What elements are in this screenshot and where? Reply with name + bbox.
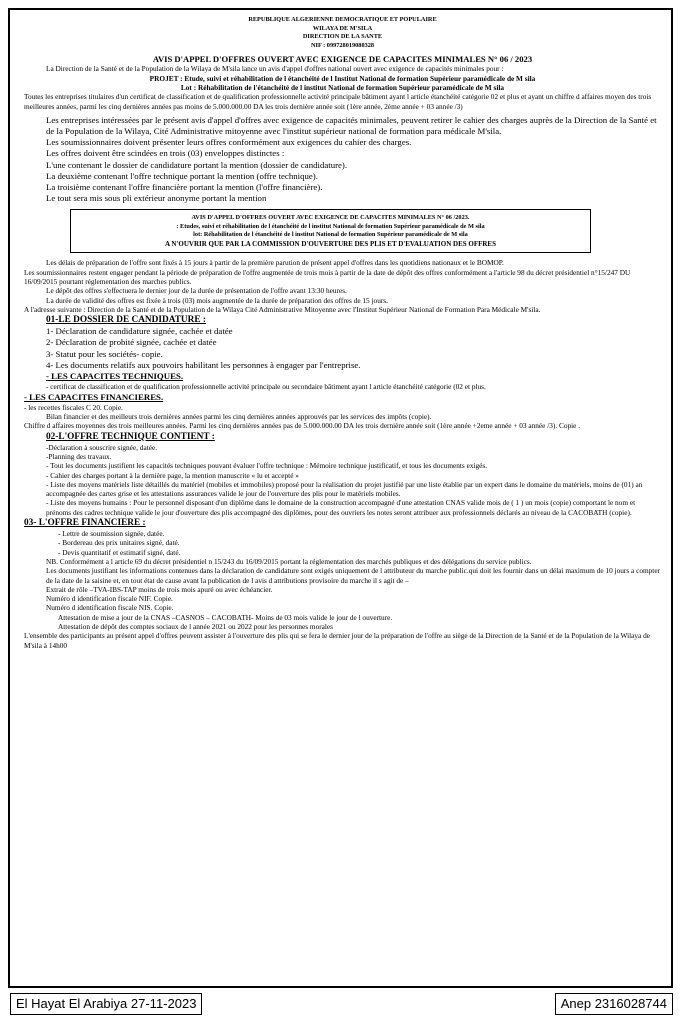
financiere-heading: 03- L'OFFRE FINANCIERE : <box>24 518 146 529</box>
engagement-paragraph: Les soumissionnaires restent engager pendant la période de préparation de l'offre augmentée de trois mois à partir de la date de dépôt des offres conformément a l'article 98 du décret présidentiel n°15/247 DU 16/09/2015 pourtant réglementation des marches publics. <box>24 267 631 287</box>
financiere-item: - Lettre de soumission signée, datée. <box>58 529 165 539</box>
lot-line: Lot : Réhabilitation de l'étanchéité de l institut National de formation Supérieur paramédicale de M sila <box>180 82 505 92</box>
extrait-role-line: Extrait de rôle –TVA-IBS-TAP moins de trois mois apuré ou avec échéancier. <box>46 584 273 594</box>
intro-paragraph: La Direction de la Santé et de la Population de la Wilaya de M'sila lance un avis d'appel d'offres national ouvert avec exigence de capacités minimales pour : <box>46 64 504 74</box>
anep-reference-label: Anep 2316028744 <box>555 993 673 1015</box>
technique-item: - Liste des moyens humains : Pour le personnel disposant d'un diplôme dans le domaine de la construction accompagné d'une attestation CNAS valide mois de ( 1 ) un mois (copie) comportant le nom et prénoms des cadres technique valide le jour d'ouverture des plis accompagné des diplômes, pour des ouvriers les notes seront attribuer aux professionnels déclarés au niveau de la CACOBATH (copie). <box>46 498 636 517</box>
technique-item: - Cahier des charges portant à la dernière page, la mention manuscrite « lu et accepté » <box>46 470 299 480</box>
nis-line: Numéro d identification fiscale NIS. Copie. <box>46 603 174 613</box>
technique-item: - Tout les documents justifient les capacités techniques pouvant évaluer l'offre technique : Mémoire technique justificatif, et tous les documents exigés. <box>46 461 488 471</box>
closing-paragraph: L'ensemble des participants au présent appel d'offres peuvent assister à l'ouverture des plis qui se fera le dernier jour de la préparation de l'offre au siège de la Direction de la Santé et de la Population de la Wilaya de M'sila à 14h00 <box>24 631 650 650</box>
dossier-item: 2- Déclaration de probité signée, cachée et datée <box>46 337 217 348</box>
newspaper-date-label: El Hayat El Arabiya 27-11-2023 <box>10 993 202 1015</box>
technique-item: -Planning des travaux. <box>46 451 112 461</box>
notice-title: AVIS D'APPEL D'OFFRES OUVERT AVEC EXIGENCE DE CAPACITES MINIMALES N° 06 / 2023 <box>152 54 533 65</box>
envelope-candidature: L'une contenant le dossier de candidature portant la mention (dossier de candidature). <box>46 159 348 170</box>
capacites-techniques-heading: - LES CAPACITES TECHNIQUES. <box>46 371 184 382</box>
box-title: AVIS D'APPEL D'OFFRES OUVERT AVEC EXIGENCE DE CAPACITES MINIMALES N° 06 /2023. <box>191 214 470 222</box>
header-republic: REPUBLIQUE ALGERIENNE DEMOCRATIQUE ET POPULAIRE <box>248 16 437 23</box>
eligibility-paragraph: Toutes les entreprises titulaires d'un certificat de classification et de qualification professionnelle activité principale bâtiment ayant l article étanchéité catégorie 02 et plus et ayant un chiffre d affaires moyen des trois meilleures années, parmi les cinq dernières années pas moins de 5.000.000.00 DA les trois dernière année soit (1ère année, 2ème année + 03 année /3) <box>24 92 652 111</box>
financiere-item: - Devis quantitatif et estimatif signé, daté. <box>58 547 181 557</box>
validity-line: La durée de validité des offres est fixée à trois (03) mois augmentée de la durée de préparation des offres de 15 jours. <box>46 295 388 305</box>
dossier-heading: 01-LE DOSSIER DE CANDIDATURE : <box>46 315 206 326</box>
documents-paragraph: Les documents justifiant les informations contenues dans la déclaration de candidature sont exigés uniquement de l attributeur du marche public.qui doit les fournir dans un délai maximum de 10 jours a compter de la date de la saisine et, en tout état de cause avant la publication de l avis d attributions provisoire du marche il s agit de – <box>46 566 660 585</box>
box-warning: A N'OUVRIR QUE PAR LA COMMISSION D'OUVERTURE DES PLIS ET D'EVALUATION DES OFFRES <box>164 239 496 248</box>
deposit-line: Le dépôt des offres s'effectuera le dernier jour de la durée de présentation de l'offre avant 13:30 heures. <box>46 286 347 296</box>
envelope-financiere: La troisième contenant l'offre financière portant la mention (l'offre financière). <box>46 182 323 193</box>
financial-item: Bilan financier et des meilleurs trois dernières années parmi les cinq dernières années approuvés par les services des impôts (copie). <box>46 412 432 422</box>
header-nif: NIF : 099728019080328 <box>310 41 375 49</box>
dossier-item: 4- Les documents relatifs aux pouvoirs habilitant les personnes à engager par l'entreprise. <box>46 359 361 370</box>
delay-paragraph: Les délais de préparation de l'offre sont fixés à 15 jours à partir de la première parution de présent appel d'offres dans les quotidiens nationaux et le BOMOP. <box>46 258 504 268</box>
financial-item: - les recettes fiscales C 20. Copie. <box>24 402 123 412</box>
dossier-item: 3- Statut pour les sociétés- copie. <box>46 348 163 359</box>
cnas-line: Attestation de mise a jour de la CNAS –CASNOS – CACOBATH- Moins de 03 mois valide le jour de l ouverture. <box>58 612 393 622</box>
outer-envelope-line: Le tout sera mis sous pli extérieur anonyme portant la mention <box>46 193 267 204</box>
header-block <box>24 16 661 50</box>
box-lot: lot: Réhabilitation de l étanchéité de l institut National de formation Supérieur paramédicale de M sila <box>193 231 468 239</box>
header-direction: DIRECTION DE LA SANTE <box>302 33 383 41</box>
envelopes-line: Les offres doivent être scindées en trois (03) enveloppes distinctes : <box>46 148 285 159</box>
capacites-techniques-item: - certificat de classification et de qualification professionnelle activité principale ou secondaire bâtiment ayant l article étanchéité catégorie (02 et plus. <box>46 382 486 392</box>
header-wilaya: WILAYA DE M'SILA <box>312 24 373 32</box>
comptes-sociaux-line: Attestation de dépôt des comptes sociaux de l année 2021 ou 2022 pour les personnes morales <box>58 622 333 632</box>
nb-paragraph: NB. Conformément a l article 69 du décret présidentiel n 15/243 du 16/09/2015 portant la réglementation des marchés publiques et des délégations du service publics. <box>46 556 532 566</box>
projet-line: PROJET : Etude, suivi et réhabilitation de l étanchéité de l Institut National de formation Supérieur paramédicale de M sila <box>149 73 536 83</box>
nif-line: Numéro d identification fiscale NIF. Copie. <box>46 594 173 604</box>
dossier-item: 1- Déclaration de candidature signée, cachée et datée <box>46 326 233 337</box>
notice-frame <box>8 8 673 988</box>
financiere-item: - Bordereau des prix unitaires signé, daté. <box>58 538 180 548</box>
box-project: : Etudes, suivi et réhabilitation de l étanchéité de l institut National de formation Supérieur paramédicale de M sila <box>176 222 485 230</box>
financial-item: Chiffre d affaires moyennes des trois meilleures années. Parmi les cinq dernières années pas de 5.000.000.00 DA les trois dernière année soit (1ère année +2eme année + 03 année /3). Copie . <box>24 421 581 431</box>
technique-heading: 02-L'OFFRE TECHNIQUE CONTIENT : <box>46 431 215 442</box>
address-paragraph: A l'adresse suivante : Direction de la Santé et de la Population de la Wilaya Cité Administrative Mitoyenne avec l'Institut Supérieur National de Formation Para Médicale M'sila. <box>24 304 541 314</box>
retrieve-paragraph: Les entreprises intéressées par le présent avis d'appel d'offres avec exigence de capacités minimales, peuvent retirer le cahier des charges auprès de la Direction de la Santé et de la Population de la Wilaya, Cité Administrative mitoyenne avec l'institut supérieur national de formation para médicale M'sila. <box>46 114 657 137</box>
envelope-technique: La deuxième contenant l'offre technique portant la mention (offre technique). <box>46 170 318 181</box>
technique-item: - Liste des moyens matériels liste détaillés du matériel (mobiles et immobiles) proposé pour la réalisation du projet justifié par une liste établie par un expert dans le domaine du matériels, moins de (01) an accompagnée des cartes grise et les attestations assurances valide le jour de l'ouverture des plis pour le matériels mobiles. <box>46 479 643 499</box>
compliance-line: Les soumissionnaires doivent présenter leurs offres conformément aux exigences du cahier des charges. <box>46 137 412 148</box>
technique-item: -Déclaration à souscrire signée, datée. <box>46 442 158 452</box>
capacites-financieres-heading: - LES CAPACITES FINANCIERES. <box>24 391 164 402</box>
envelope-mention-box <box>70 209 591 253</box>
